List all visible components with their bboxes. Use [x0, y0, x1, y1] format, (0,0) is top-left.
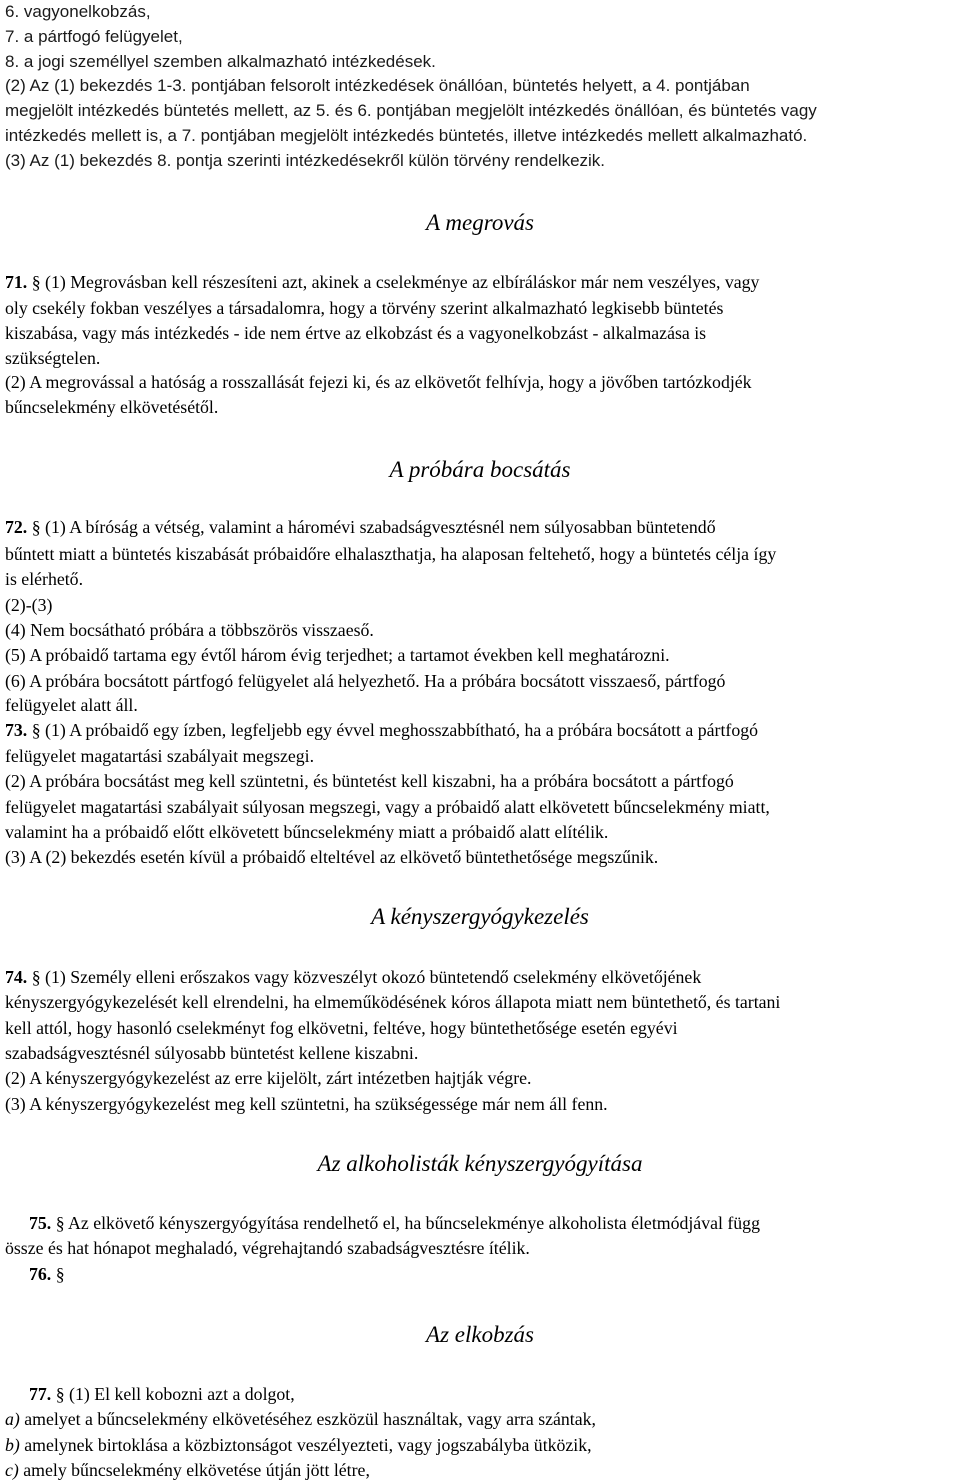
paragraph-72-line — [5, 515, 716, 539]
paragraph-72-line: (5) A próbaidő tartama egy évtől három évig terjedhet; a tartamot években kell meghatározni. — [5, 645, 670, 665]
paragraph-74-line: kell attól, hogy hasonló cselekményt fog elkövetni, feltéve, hogy büntethetősége esetén egyévi — [5, 1018, 678, 1038]
list-item-7: 7. a pártfogó felügyelet, — [5, 27, 183, 46]
text: (1) Megrovásban kell részesíteni azt, akinek a cselekménye az elbíráláskor már nem veszélyes, vagy — [40, 272, 760, 292]
section-heading-elkobzas: Az elkobzás — [426, 1322, 534, 1347]
paragraph-71-line: szükségtelen. — [5, 348, 101, 368]
paragraph-75-line: össze és hat hónapot meghaladó, végrehajtandó szabadságvesztésre ítélik. — [5, 1238, 530, 1258]
paragraph-73-line: (2) A próbára bocsátást meg kell szüntetni, és büntetést kell kiszabni, ha a próbára bocsátott a pártfogó — [5, 771, 734, 791]
paragraph-line: intézkedés mellett is, a 7. pontjában megjelölt intézkedés büntetés, illetve intézkedés mellett alkalmazható. — [5, 126, 808, 145]
section-sign-icon: § — [55, 1213, 65, 1233]
paragraph-71-line: kiszabása, vagy más intézkedés - ide nem értve az elkobzást és a vagyonelkobzást - alkalmazása is — [5, 323, 707, 343]
paragraph-77-line — [29, 1382, 295, 1406]
paragraph-number: 76. — [29, 1264, 52, 1284]
paragraph-72-line: bűntett miatt a büntetés kiszabását próbaidőre elhalaszthatja, ha alaposan feltehető, hogy a büntetés célja így — [5, 544, 777, 564]
section-sign-icon: § — [55, 1384, 65, 1404]
list-item-8: 8. a jogi személlyel szemben alkalmazható intézkedések. — [5, 52, 436, 71]
text: amelyet a bűncselekmény elkövetéséhez eszközül használtak, vagy arra szántak, — [19, 1409, 596, 1429]
item-label: b) — [5, 1435, 20, 1455]
paragraph-75-line — [29, 1211, 760, 1235]
section-sign-icon: § — [31, 720, 41, 740]
paragraph-number: 77. — [29, 1384, 52, 1404]
paragraph-71-line — [5, 270, 759, 294]
paragraph-74-line: (3) A kényszergyógykezelést meg kell szüntetni, ha szükségessége már nem áll fenn. — [5, 1094, 608, 1114]
section-heading-megrovas: A megrovás — [426, 210, 534, 235]
paragraph-number: 75. — [29, 1213, 52, 1233]
paragraph-number: 74. — [5, 967, 28, 987]
paragraph-71-line: (2) A megrovással a hatóság a rosszallását fejezi ki, és az elkövetőt felhívja, hogy a jövőben tartózkodjék — [5, 372, 752, 392]
text: amely bűncselekmény elkövetése útján jött létre, — [18, 1460, 370, 1480]
paragraph-line: (3) Az (1) bekezdés 8. pontja szerinti intézkedésekről külön törvény rendelkezik. — [5, 151, 606, 170]
paragraph-line: megjelölt intézkedés büntetés mellett, az 5. és 6. pontjában megjelölt intézkedés önállóan, és büntetés vagy — [5, 101, 817, 120]
paragraph-number: 71. — [5, 272, 28, 292]
paragraph-72-line: (2)-(3) — [5, 595, 53, 615]
text: (1) El kell kobozni azt a dolgot, — [64, 1384, 295, 1404]
paragraph-line: (2) Az (1) bekezdés 1-3. pontjában felsorolt intézkedések önállóan, büntetés helyett, a 4. pontjában — [5, 76, 750, 95]
section-heading-alkoholistak: Az alkoholisták kényszergyógyítása — [317, 1151, 643, 1176]
paragraph-74-line: kényszergyógykezelését kell elrendelni, ha elmeműködésének kóros állapota miatt nem büntethető, és tartani — [5, 992, 781, 1012]
paragraph-71-line: oly csekély fokban veszélyes a társadalomra, hogy a törvény szerint alkalmazható legkisebb büntetés — [5, 298, 724, 318]
paragraph-number: 73. — [5, 720, 28, 740]
section-sign-icon: § — [31, 967, 41, 987]
paragraph-76-line — [29, 1262, 65, 1286]
text: (1) A bíróság a vétség, valamint a háromévi szabadságvesztésnél nem súlyosabban büntetendő — [40, 517, 716, 537]
paragraph-74-line: (2) A kényszergyógykezelést az erre kijelölt, zárt intézetben hajtják végre. — [5, 1068, 532, 1088]
list-item-6: 6. vagyonelkobzás, — [5, 2, 151, 21]
paragraph-72-line: felügyelet alatt áll. — [5, 695, 138, 715]
text: Az elkövető kényszergyógyítása rendelhető el, ha bűncselekménye alkoholista életmódjával függ — [64, 1213, 760, 1233]
paragraph-73-line: valamint ha a próbaidő előtt elkövetett bűncselekmény miatt a próbaidő alatt elítélik. — [5, 822, 609, 842]
item-label: a) — [5, 1409, 20, 1429]
paragraph-number: 72. — [5, 517, 28, 537]
paragraph-73-line: felügyelet magatartási szabályait súlyosan megszegi, vagy a próbaidő alatt elkövetett bűncselekmény miatt, — [5, 797, 770, 817]
section-sign-icon: § — [31, 517, 41, 537]
text: (1) A próbaidő egy ízben, legfeljebb egy évvel meghosszabbítható, ha a próbára bocsátott a pártfogó — [40, 720, 759, 740]
paragraph-72-line: (4) Nem bocsátható próbára a többszörös visszaeső. — [5, 620, 374, 640]
paragraph-77-item-c — [5, 1458, 370, 1482]
paragraph-71-line: bűncselekmény elkövetésétől. — [5, 397, 219, 417]
section-sign-icon: § — [55, 1264, 65, 1284]
paragraph-73-line: felügyelet magatartási szabályait megszegi. — [5, 746, 315, 766]
text: amelynek birtoklása a közbiztonságot veszélyezteti, vagy jogszabályba ütközik, — [19, 1435, 592, 1455]
paragraph-72-line: (6) A próbára bocsátott pártfogó felügyelet alá helyezhető. Ha a próbára bocsátott visszaeső, pártfogó — [5, 671, 726, 691]
text: (1) Személy elleni erőszakos vagy közveszélyt okozó büntetendő cselekmény elkövetőjének — [40, 967, 702, 987]
paragraph-74-line — [5, 965, 701, 989]
section-heading-probara: A próbára bocsátás — [389, 457, 571, 482]
paragraph-72-line: is elérhető. — [5, 569, 84, 589]
section-heading-kenyszergyogykezeles: A kényszergyógykezelés — [371, 904, 589, 929]
paragraph-73-line — [5, 718, 758, 742]
paragraph-77-item-b — [5, 1433, 592, 1457]
section-sign-icon: § — [31, 272, 41, 292]
paragraph-77-item-a — [5, 1407, 596, 1431]
paragraph-74-line: szabadságvesztésnél súlyosabb büntetést kellene kiszabni. — [5, 1043, 419, 1063]
item-label: c) — [5, 1460, 19, 1480]
paragraph-73-line: (3) A (2) bekezdés esetén kívül a próbaidő elteltével az elkövető büntethetősége megszűnik. — [5, 847, 659, 867]
